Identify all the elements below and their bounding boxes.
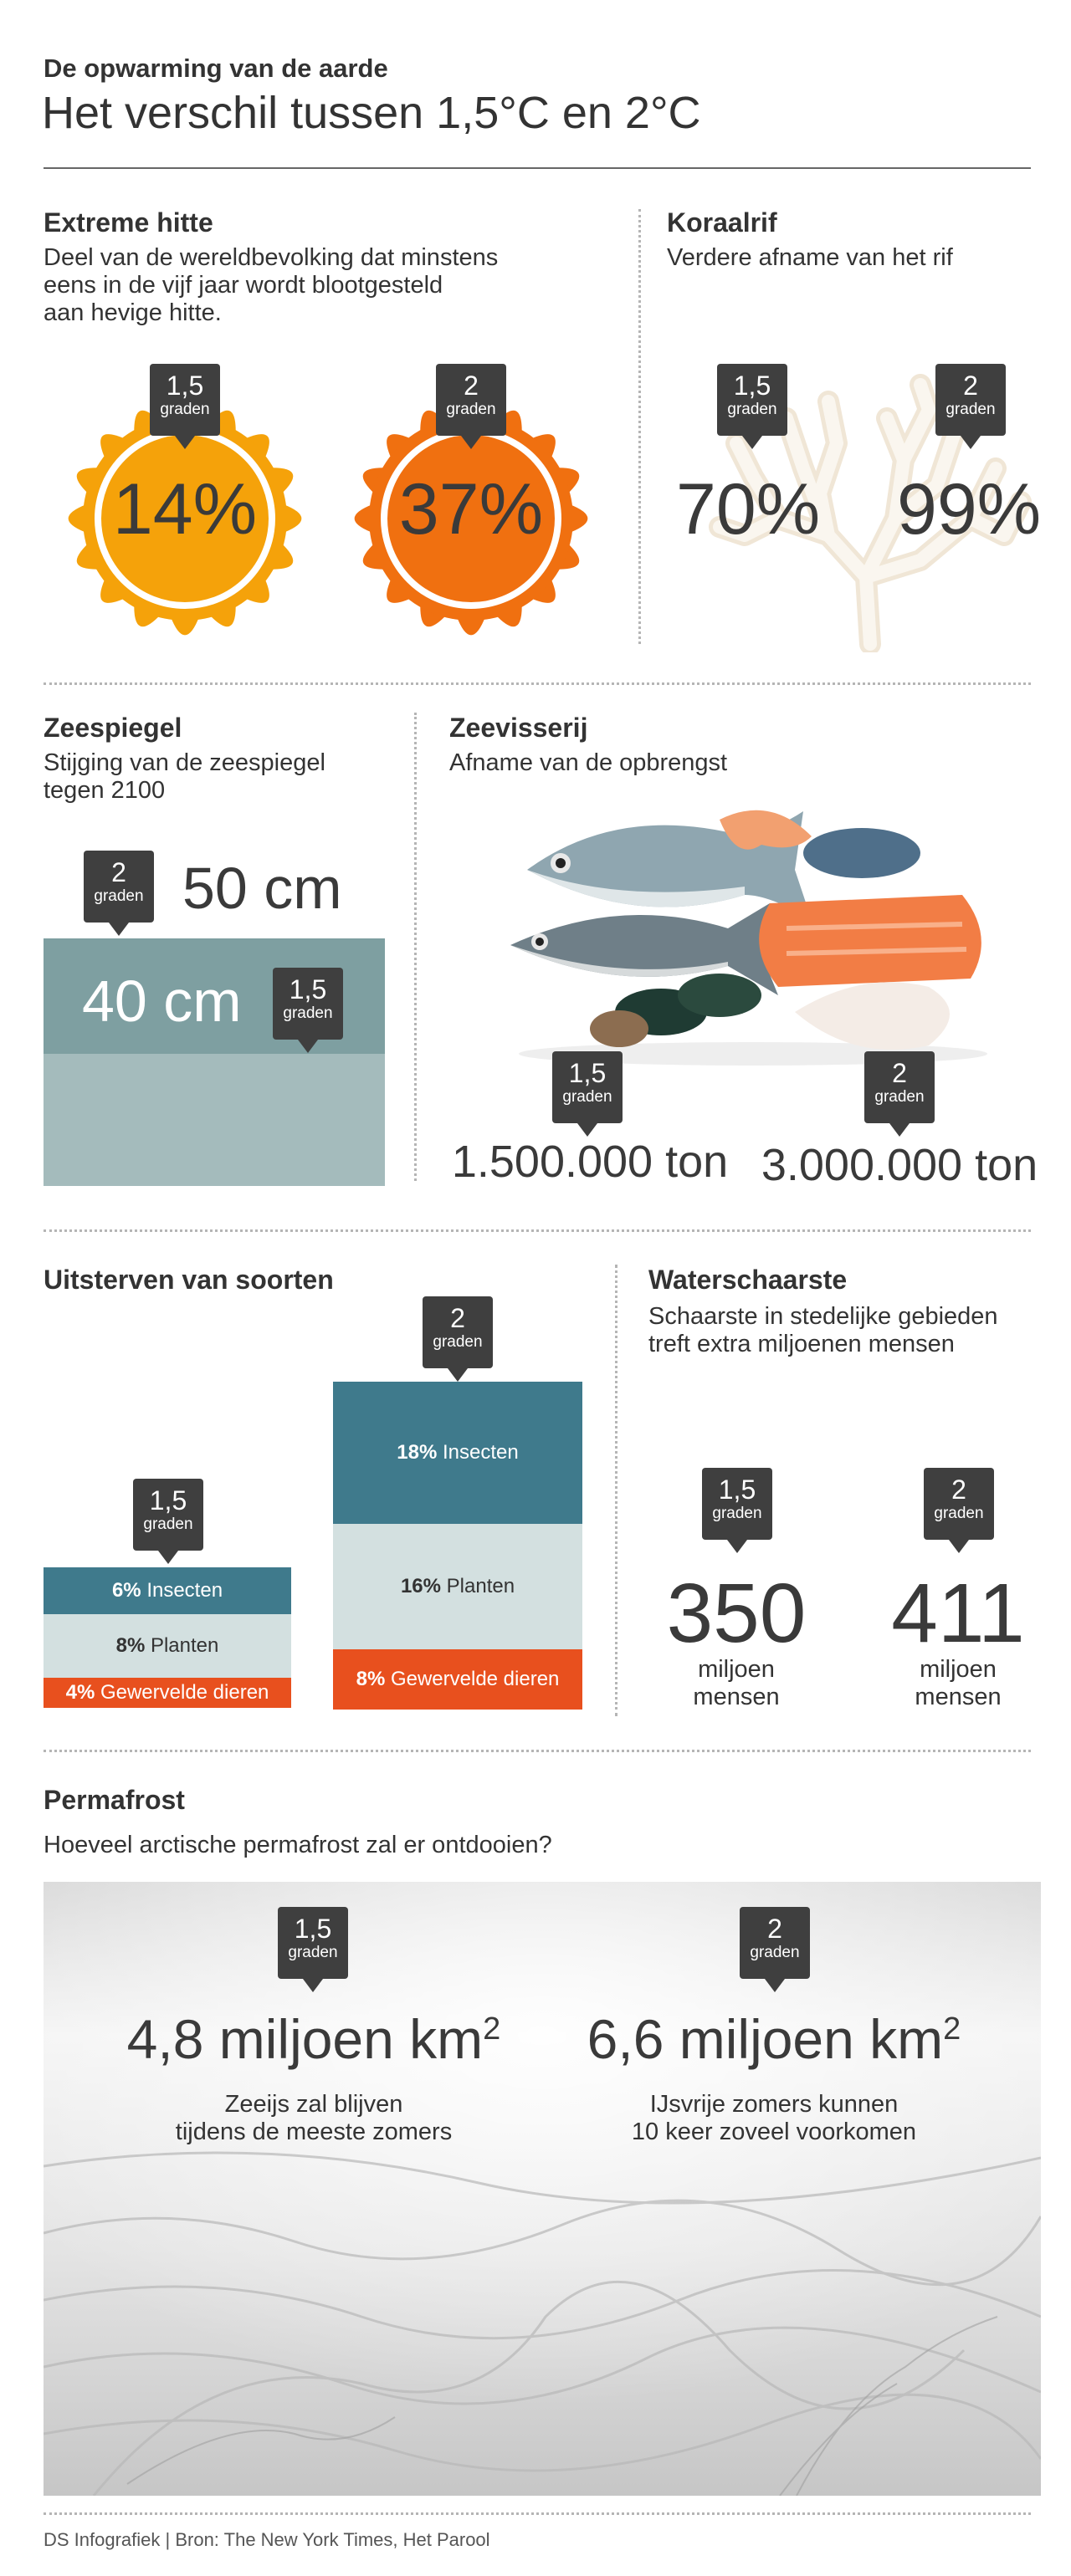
seafood-illustration bbox=[494, 786, 1004, 1071]
pct: 4% bbox=[65, 1681, 95, 1704]
tag-degree: 2 bbox=[892, 1058, 907, 1088]
note-line: IJsvrije zomers kunnen bbox=[649, 2091, 899, 2118]
tag-unit: graden bbox=[446, 401, 496, 418]
permafrost-value-2 bbox=[544, 2007, 1004, 2071]
pct: 18% bbox=[397, 1441, 438, 1464]
tag-unit: graden bbox=[562, 1088, 612, 1106]
water-subtitle-line: treft extra miljoenen mensen bbox=[648, 1331, 955, 1357]
degree-tag-2 bbox=[864, 1051, 935, 1123]
tag-unit: graden bbox=[94, 887, 144, 905]
unit-line: mensen bbox=[915, 1684, 1002, 1710]
sea-value-2: 50 cm bbox=[182, 856, 342, 921]
tag-unit: graden bbox=[934, 1505, 984, 1522]
tag-unit: graden bbox=[160, 401, 210, 418]
species-bar-insects-2 bbox=[333, 1382, 582, 1524]
permafrost-subtitle: Hoeveel arctische permafrost zal er ontdooien? bbox=[44, 1832, 552, 1858]
heat-subtitle-line: Deel van de wereldbevolking dat minstens bbox=[44, 244, 499, 271]
pct: 8% bbox=[115, 1634, 146, 1657]
fish-value-1-5: 1.500.000 ton bbox=[451, 1137, 729, 1187]
water-subtitle-line: Schaarste in stedelijke gebieden bbox=[648, 1303, 998, 1330]
sea-subtitle-line: tegen 2100 bbox=[44, 777, 166, 804]
label: Planten bbox=[150, 1634, 219, 1657]
pct: 16% bbox=[400, 1575, 441, 1597]
section-divider bbox=[44, 2512, 1031, 2515]
fish-title: Zeevisserij bbox=[449, 713, 588, 743]
heat-value-1-5: 14% bbox=[112, 469, 258, 549]
degree-tag-1-5 bbox=[273, 968, 343, 1040]
page-title: Het verschil tussen 1,5°C en 2°C bbox=[42, 88, 701, 138]
tag-degree: 2 bbox=[111, 857, 126, 887]
degree-tag-2 bbox=[423, 1296, 493, 1368]
tag-degree: 1,5 bbox=[568, 1058, 607, 1088]
fish-subtitle: Afname van de opbrengst bbox=[449, 749, 728, 776]
section-divider bbox=[615, 1265, 617, 1716]
tag-unit: graden bbox=[874, 1088, 925, 1106]
label: Planten bbox=[446, 1575, 515, 1597]
sea-value-1-5: 40 cm bbox=[82, 969, 242, 1034]
label: Insecten bbox=[146, 1579, 223, 1602]
heat-subtitle bbox=[44, 244, 498, 327]
sea-subtitle bbox=[44, 749, 325, 805]
water-value-1-5: 350 bbox=[666, 1567, 807, 1660]
tag-degree: 2 bbox=[450, 1303, 465, 1333]
tag-unit: graden bbox=[750, 1944, 800, 1961]
tag-degree: 1,5 bbox=[166, 371, 204, 401]
permafrost-value-1-5 bbox=[84, 2007, 544, 2071]
value: 4,8 miljoen km bbox=[126, 2008, 484, 2070]
coral-value-2: 99% bbox=[897, 469, 1042, 549]
species-bar-vertebrates-2 bbox=[333, 1649, 582, 1710]
degree-tag-2 bbox=[935, 364, 1006, 436]
unit-line: miljoen bbox=[698, 1656, 775, 1683]
water-unit-1-5 bbox=[653, 1656, 820, 1711]
tag-unit: graden bbox=[727, 401, 777, 418]
permafrost-note-2 bbox=[565, 2091, 983, 2146]
tag-degree: 1,5 bbox=[718, 1475, 756, 1505]
label: Insecten bbox=[442, 1441, 519, 1464]
heat-subtitle-line: eens in de vijf jaar wordt blootgesteld bbox=[44, 272, 443, 299]
degree-tag-1-5 bbox=[278, 1907, 348, 1979]
tag-unit: graden bbox=[433, 1333, 483, 1351]
superscript: 2 bbox=[483, 2011, 501, 2047]
unit-line: miljoen bbox=[920, 1656, 997, 1683]
degree-tag-1-5 bbox=[552, 1051, 623, 1123]
degree-tag-2 bbox=[924, 1468, 994, 1540]
heat-value-2: 37% bbox=[398, 469, 544, 549]
tag-degree: 1,5 bbox=[289, 974, 327, 1004]
water-subtitle bbox=[648, 1303, 998, 1358]
sea-subtitle-line: Stijging van de zeespiegel bbox=[44, 749, 325, 776]
fish-value-2: 3.000.000 ton bbox=[761, 1140, 1038, 1190]
section-divider bbox=[638, 209, 641, 644]
tag-degree: 2 bbox=[767, 1914, 782, 1944]
species-bar-plants-2 bbox=[333, 1524, 582, 1649]
value: 6,6 miljoen km bbox=[587, 2008, 944, 2070]
tag-unit: graden bbox=[143, 1515, 193, 1533]
degree-tag-2 bbox=[84, 851, 154, 923]
header-kicker: De opwarming van de aarde bbox=[44, 54, 388, 83]
sea-level-lower bbox=[44, 1054, 385, 1186]
permafrost-photo bbox=[44, 1882, 1041, 2496]
permafrost-title: Permafrost bbox=[44, 1785, 185, 1815]
tag-degree: 2 bbox=[963, 371, 978, 401]
section-divider bbox=[44, 1229, 1031, 1232]
header-divider bbox=[44, 167, 1031, 169]
species-title: Uitsterven van soorten bbox=[44, 1265, 334, 1295]
pct: 8% bbox=[356, 1668, 386, 1690]
note-line: Zeeijs zal blijven bbox=[224, 2091, 403, 2118]
coral-value-1-5: 70% bbox=[676, 469, 821, 549]
section-divider bbox=[44, 1750, 1031, 1752]
degree-tag-2 bbox=[740, 1907, 810, 1979]
tag-unit: graden bbox=[945, 401, 996, 418]
tag-unit: graden bbox=[288, 1944, 338, 1961]
superscript: 2 bbox=[943, 2011, 961, 2047]
degree-tag-1-5 bbox=[702, 1468, 772, 1540]
species-bar-plants-1-5 bbox=[44, 1614, 291, 1678]
tag-degree: 2 bbox=[464, 371, 479, 401]
section-divider bbox=[44, 682, 1031, 685]
section-divider bbox=[414, 713, 417, 1181]
coral-title: Koraalrif bbox=[667, 207, 777, 238]
tag-unit: graden bbox=[712, 1505, 762, 1522]
species-bar-insects-1-5 bbox=[44, 1567, 291, 1614]
note-line: tijdens de meeste zomers bbox=[175, 2119, 453, 2145]
tag-unit: graden bbox=[283, 1004, 333, 1022]
source-credit: DS Infografiek | Bron: The New York Times, Het Parool bbox=[44, 2529, 490, 2550]
water-title: Waterschaarste bbox=[648, 1265, 848, 1295]
degree-tag-1-5 bbox=[133, 1479, 203, 1551]
label: Gewervelde dieren bbox=[390, 1668, 560, 1690]
tag-degree: 1,5 bbox=[733, 371, 771, 401]
degree-tag-1-5 bbox=[717, 364, 787, 436]
species-bar-vertebrates-1-5 bbox=[44, 1678, 291, 1708]
pct: 6% bbox=[111, 1579, 141, 1602]
tag-degree: 1,5 bbox=[149, 1485, 187, 1515]
tag-degree: 1,5 bbox=[294, 1914, 332, 1944]
tag-degree: 2 bbox=[951, 1475, 966, 1505]
degree-tag-1-5 bbox=[150, 364, 220, 436]
water-value-2: 411 bbox=[891, 1567, 1025, 1660]
label: Gewervelde dieren bbox=[100, 1681, 269, 1704]
permafrost-note-1-5 bbox=[105, 2091, 523, 2146]
water-unit-2 bbox=[874, 1656, 1042, 1711]
degree-tag-2 bbox=[436, 364, 506, 436]
heat-subtitle-line: aan hevige hitte. bbox=[44, 299, 222, 326]
sea-title: Zeespiegel bbox=[44, 713, 182, 743]
unit-line: mensen bbox=[693, 1684, 780, 1710]
note-line: 10 keer zoveel voorkomen bbox=[631, 2119, 917, 2145]
coral-subtitle: Verdere afname van het rif bbox=[667, 244, 953, 271]
heat-title: Extreme hitte bbox=[44, 207, 213, 238]
